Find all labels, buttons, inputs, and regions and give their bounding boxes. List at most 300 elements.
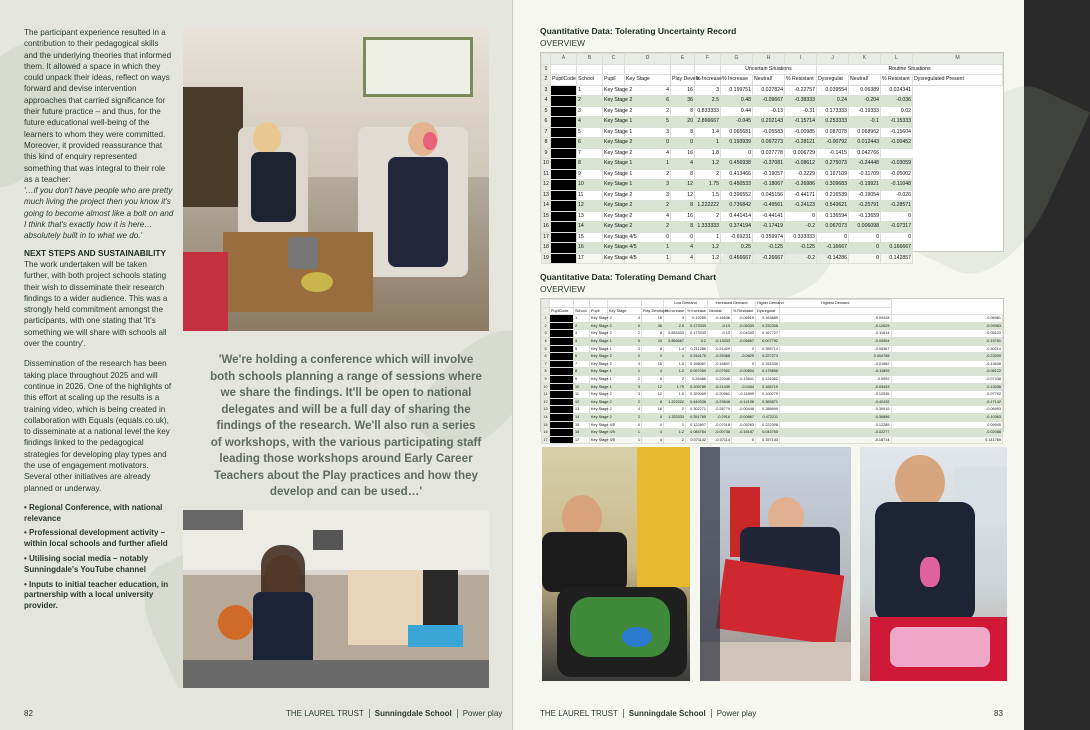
column-letter: D [625, 54, 671, 65]
table-cell: -0.22757 [785, 85, 817, 96]
table-cell: 1.2 [695, 243, 721, 254]
table-cell: -0.2 [785, 222, 817, 233]
table-cell: 0 [625, 138, 671, 149]
table-cell: 0.167727 [756, 330, 780, 338]
table-cell: -0.14286 [817, 253, 849, 264]
next-steps-heading: NEXT STEPS AND SUSTAINABILITY [24, 247, 166, 258]
table-cell: 8 [671, 127, 695, 138]
table-cell: 0.175896 [756, 368, 780, 376]
table-cell: -0.24448 [849, 159, 881, 170]
table-cell: Key Stage 1 [603, 169, 625, 180]
table-cell: 0 [849, 232, 881, 243]
table-cell: 0.472211 [756, 413, 780, 421]
table-cell: -0.00738 [708, 429, 732, 437]
table-cell: Key Stage 4/5 [590, 436, 608, 444]
table-cell: -0.00985 [785, 127, 817, 138]
table-cell: -0.30915 [780, 406, 892, 414]
table-row: 16 14 Key Stage 2 2 8 1.333333 0.374194 -0.17419 -0.2 0.067073 0.006098 -0.07317 [542, 222, 1003, 233]
table-cell: 8 [671, 169, 695, 180]
table-cell: 0.48 [721, 96, 753, 107]
table-cell: Key Stage 4/5 [603, 253, 625, 264]
initiatives-list [24, 503, 174, 612]
table-cell: 4 [642, 368, 664, 376]
table-cell: 1 [608, 368, 642, 376]
table-cell: -0.42432 [780, 398, 892, 406]
table-cell: 0.006098 [849, 222, 881, 233]
table-cell: -0.19921 [849, 180, 881, 191]
header-cell: School [574, 307, 590, 315]
table-cell: 1 [608, 429, 642, 437]
table-cell: -0.19333 [849, 106, 881, 117]
table-cell: 0.19255 [686, 315, 708, 323]
redacted-cell [550, 398, 574, 406]
table-cell: -0.06333 [732, 322, 756, 330]
table-cell: 0 [881, 211, 913, 222]
table-cell: 0.068962 [849, 127, 881, 138]
table-cell: 1.2 [664, 368, 686, 376]
column-letters [542, 54, 1003, 65]
table-cell: 0 [881, 232, 913, 243]
redacted-cell [551, 85, 577, 96]
table-cell: -0.69231 [721, 232, 753, 243]
footer-page-number-right: 83 [994, 709, 1003, 718]
table-cell: 0.302271 [686, 406, 708, 414]
table-cell: -0.1 [849, 117, 881, 128]
table-cell: 3 [574, 330, 590, 338]
table-cell: -0.02277 [780, 429, 892, 437]
table-cell: 14 [574, 413, 590, 421]
table-cell: Key Stage 2 [590, 322, 608, 330]
table-cell: -0.28779 [708, 406, 732, 414]
table-cell: 0.065681 [721, 127, 753, 138]
table-cell: 0 [732, 360, 756, 368]
table-cell: 0.329069 [686, 391, 708, 399]
redacted-cell [551, 96, 577, 107]
table-cell: -0.036 [881, 96, 913, 107]
table-cell: 3 [608, 345, 642, 353]
table-cell: Key Stage 4/5 [590, 421, 608, 429]
header-cell: Pupil [603, 75, 625, 86]
table-cell: 0.173333 [686, 330, 708, 338]
table-cell: Key Stage 2 [590, 406, 608, 414]
redacted-cell [551, 222, 577, 233]
redacted-cell [550, 413, 574, 421]
table-row: 8 8 Key Stage 1 1 4 1.2 0.097059 -0.07902 -0.00804 0.175896 -0.11892 -0.06122 [542, 368, 1003, 376]
redacted-cell [550, 322, 574, 330]
table-cell: 3 [625, 127, 671, 138]
table-cell: 0.004765 [780, 353, 892, 361]
table-cell: 0.232308 [756, 322, 780, 330]
table-cell: 0.168067 [686, 360, 708, 368]
table-cell: 2 [574, 322, 590, 330]
header-cell: Neutral/ [849, 75, 881, 86]
table-row: 4 4 Key Stage 1 5 20 2.866667 0.2 -0.13333 -0.06667 0.007792 -0.00554 -0.19751 [542, 337, 1003, 345]
table-cell: -0.19751 [891, 337, 1003, 345]
table-cell: 3 [608, 383, 642, 391]
table-cell: 2 [608, 375, 642, 383]
table-cell: 0.067273 [753, 138, 785, 149]
table-row: 8 6 Key Stage 2 0 0 1 0.193939 0.067273 -0.28121 -0.00792 0.012443 -0.00452 [542, 138, 1003, 149]
table-cell: 3 [625, 180, 671, 191]
table-cell: 8 [671, 106, 695, 117]
table-cell: -0.19054 [849, 190, 881, 201]
table-cell: 0.365671 [756, 398, 780, 406]
table-cell: 1.222222 [664, 398, 686, 406]
group-header-row: 1 Uncertain Situations Routine Situations [542, 64, 1003, 75]
table-row: 6 6 Key Stage 2 0 0 1 0.316176 -0.25368 -0.0625 0.227273 0.004765 -0.23209 [542, 353, 1003, 361]
table-cell: -0.0625 [732, 353, 756, 361]
header-cell: % Increase [695, 75, 721, 86]
table-cell: 0.543621 [817, 201, 849, 212]
list-item: • Professional development activity – within local schools and further afield [24, 528, 174, 550]
list-item: • Inputs to initial teacher education, in partnership with a local university provider. [24, 580, 174, 612]
table-cell: 6 [608, 322, 642, 330]
table-cell: Key Stage 1 [590, 375, 608, 383]
table-cell: 0.396552 [721, 190, 753, 201]
table-cell: 0.142857 [881, 253, 913, 264]
table-cell: -0.2229 [785, 169, 817, 180]
table-row: 15 13 Key Stage 2 4 16 2 0.441414 -0.44141 0 0.136594 -0.13659 0 [542, 211, 1003, 222]
footer-school: Sunningdale School [628, 708, 706, 718]
table-cell: -0.15604 [881, 127, 913, 138]
table-cell: -0.18714 [780, 436, 892, 444]
table-cell: Key Stage 2 [590, 413, 608, 421]
group-header: Low Demand [664, 300, 708, 308]
table-cell: -0.00554 [780, 337, 892, 345]
table-cell: 12 [671, 180, 695, 191]
table-cell: 0 [671, 138, 695, 149]
table-cell: -0.13 [753, 106, 785, 117]
header-cell: % Resistant [732, 307, 756, 315]
table-cell: 0.24 [817, 96, 849, 107]
table-cell: -0.125 [785, 243, 817, 254]
table-row: 7 5 Key Stage 1 3 8 1.4 0.065681 -0.05583 -0.00985 0.087078 0.068962 -0.15604 [542, 127, 1003, 138]
redacted-cell [551, 159, 577, 170]
table-row: 4 2 Key Stage 2 6 36 2.5 0.48 -0.09667 -0.38333 0.24 -0.204 -0.036 [542, 96, 1003, 107]
redacted-cell [551, 243, 577, 254]
table-cell: 0.26486 [686, 375, 708, 383]
table-cell: -0.01982 [780, 360, 892, 368]
table-cell: 14 [577, 222, 603, 233]
table-cell: -0.12935 [780, 391, 892, 399]
table-cell: 0.199751 [721, 85, 753, 96]
table-row: 13 13 Key Stage 2 4 16 2 0.302271 -0.28779 -0.00448 0.288699 -0.30915 -0.06993 [542, 406, 1003, 414]
table-cell: 0.333333 [785, 232, 817, 243]
right-page [512, 0, 1024, 730]
table-cell: -0.25368 [708, 353, 732, 361]
table-row: 11 9 Key Stage 1 2 8 2 0.413466 -0.19057 -0.2229 0.167109 -0.11709 -0.05002 [542, 169, 1003, 180]
table-cell: -0.29646 [708, 398, 732, 406]
table-cell: 0.043755 [756, 429, 780, 437]
table-cell: 20 [642, 337, 664, 345]
table-cell: 1 [608, 436, 642, 444]
table-row: 3 3 Key Stage 2 2 8 0.833333 0.173333 -0.13 -0.04333 0.167727 -0.11614 -0.05103 [542, 330, 1003, 338]
table-cell: -0.05002 [881, 169, 913, 180]
table-cell: 0.045156 [753, 190, 785, 201]
table-cell: -0.2 [785, 253, 817, 264]
table-row: 1 1 Key Stage 2 4 16 3 0.19255 -0.16636 -0.06619 0.163889 -0.09428 -0.06981 [542, 315, 1003, 323]
redacted-cell [550, 383, 574, 391]
redacted-cell [551, 232, 577, 243]
table-cell: Key Stage 1 [603, 127, 625, 138]
table-cell: -0.07792 [891, 391, 1003, 399]
table-cell: 0.275073 [817, 159, 849, 170]
table-cell: -0.00867 [732, 413, 756, 421]
column-letter: E [671, 54, 695, 65]
table-cell: 1 [625, 159, 671, 170]
table-cell: 1.75 [695, 180, 721, 191]
table-cell: -0.24123 [785, 201, 817, 212]
table-cell: 4 [625, 148, 671, 159]
table-cell: 4 [642, 436, 664, 444]
table-cell: Key Stage 2 [603, 201, 625, 212]
table-cell: 0.449336 [686, 398, 708, 406]
table-cell: 0 [608, 421, 642, 429]
table-cell: 9 [574, 375, 590, 383]
table-cell: 1 [625, 243, 671, 254]
header-cell: Play Devels [671, 75, 695, 86]
table-cell: 2 [625, 222, 671, 233]
table-cell: -0.18187 [732, 429, 756, 437]
table-cell: 8 [642, 345, 664, 353]
table-cell: 13 [574, 406, 590, 414]
table-cell: 0 [785, 211, 817, 222]
header-cell: Dysregulat [756, 307, 780, 315]
table-cell: 8 [671, 201, 695, 212]
dissemination-paragraph: Dissemination of the research has been taking place throughout 2025 and will continue in 2026. One of the highlights of this effort at scaling up the results is a training video, which is being created in collaboration with Equals (equals.co.uk), to disseminate at a national level the key findings linked to the pedagogical strategies for developing play types and the use of engagement motivators. Several other initiatives are already planned or underway. [24, 359, 172, 493]
table-cell: -0.13333 [708, 337, 732, 345]
table-cell: 0.202143 [753, 117, 785, 128]
table-cell: -0.16667 [817, 243, 849, 254]
column-letter: F [695, 54, 721, 65]
table-cell: 0.166667 [881, 243, 913, 254]
table-cell: -0.045 [721, 117, 753, 128]
table-cell: 13 [577, 211, 603, 222]
table-cell: -0.13659 [849, 211, 881, 222]
table-cell: 10 [577, 180, 603, 191]
table-cell: -0.31 [785, 106, 817, 117]
table-cell: 36 [671, 96, 695, 107]
group-header: Increased Demand [708, 300, 756, 308]
column-letter: L [881, 54, 913, 65]
footer-trust: THE LAUREL TRUST [286, 708, 364, 718]
table-cell: Key Stage 2 [590, 330, 608, 338]
table-cell: Key Stage 2 [603, 148, 625, 159]
uncertainty-record-subtitle: OVERVIEW [540, 38, 585, 48]
table-cell: 2 [664, 406, 686, 414]
redacted-cell [550, 337, 574, 345]
redacted-cell [550, 421, 574, 429]
table-cell: 0.466667 [721, 253, 753, 264]
table-cell: -0.44141 [753, 211, 785, 222]
table-row: 3 1 Key Stage 2 4 16 3 0.199751 0.027824 -0.22757 0.039554 0.06389 0.024341 [542, 85, 1003, 96]
uncertainty-record-title: Quantitative Data: Tolerating Uncertainty Record [540, 26, 737, 36]
table-cell: 1.8 [695, 148, 721, 159]
table-cell: 0.027824 [753, 85, 785, 96]
table-cell: 2 [608, 413, 642, 421]
table-cell: 0 [732, 345, 756, 353]
table-cell: 0.087078 [817, 127, 849, 138]
table-cell: 1.2 [664, 429, 686, 437]
table-cell: 0.833333 [664, 330, 686, 338]
table-cell: -0.02088 [891, 429, 1003, 437]
table-cell: 15 [577, 232, 603, 243]
table-cell: Key Stage 4/5 [603, 232, 625, 243]
table-cell: 5 [608, 337, 642, 345]
table-row: 17 17 Key Stage 4/5 1 4 2 0.071142 -0.07114 0 0.157143 -0.18714 0.141769 [542, 436, 1003, 444]
table-cell: -0.15333 [881, 117, 913, 128]
table-cell: Key Stage 1 [603, 117, 625, 128]
table-cell: 0.456938 [721, 159, 753, 170]
redacted-cell [550, 429, 574, 437]
header-cell: % Resistant [785, 75, 817, 86]
uncertainty-rows [542, 85, 1003, 264]
table-cell: 0.441414 [721, 211, 753, 222]
table-row: 5 5 Key Stage 1 3 8 1.4 0.211286 -0.21429 0 0.355714 -0.05367 -0.30214 [542, 345, 1003, 353]
table-cell: 8 [671, 222, 695, 233]
table-cell: 15 [574, 421, 590, 429]
table-cell: -0.19057 [753, 169, 785, 180]
table-row: 19 17 Key Stage 4/5 1 4 1.2 0.466667 -0.26667 -0.2 -0.14286 0 0.142857 [542, 253, 1003, 264]
footer-trust: THE LAUREL TRUST [540, 708, 618, 718]
table-cell: 1.2 [695, 253, 721, 264]
table-cell: 1.8 [664, 360, 686, 368]
header-cell: Neutral/ [708, 307, 732, 315]
table-cell: 0.413466 [721, 169, 753, 180]
table-cell: 0.097059 [686, 368, 708, 376]
table-cell: 3 [695, 85, 721, 96]
table-row: 9 7 Key Stage 2 4 16 1.8 0 0.027778 0.006729 -0.1415 0.042766 [542, 148, 1003, 159]
table-cell: 12 [574, 398, 590, 406]
footer-school: Sunningdale School [374, 708, 452, 718]
table-cell: -0.10363 [891, 413, 1003, 421]
table-row: 12 10 Key Stage 1 3 12 1.75 0.450533 -0.18067 -0.26986 0.309683 -0.19921 -0.11048 [542, 180, 1003, 191]
table-row: 17 15 Key Stage 4/5 0 0 1 -0.69231 0.359974 0.333333 0 0 0 [542, 232, 1003, 243]
table-cell: -0.07018 [708, 421, 732, 429]
table-cell: 0.736842 [721, 201, 753, 212]
table-cell: 8 [574, 368, 590, 376]
header-cell: % Increase [664, 307, 686, 315]
table-cell: 10 [574, 383, 590, 391]
group-header: Routine Situations [817, 64, 1003, 75]
table-cell: -0.06981 [891, 315, 1003, 323]
header-cell: School [577, 75, 603, 86]
table-cell: 1.222222 [695, 201, 721, 212]
table-cell: -0.04333 [732, 330, 756, 338]
table-cell: Key Stage 2 [590, 391, 608, 399]
table-cell: 0 [642, 421, 664, 429]
table-cell: 0.071142 [686, 436, 708, 444]
table-cell: Key Stage 1 [603, 180, 625, 191]
table-cell: 5 [625, 117, 671, 128]
table-cell: -0.13541 [732, 375, 756, 383]
table-cell: 0.006729 [785, 148, 817, 159]
table-cell: -0.16807 [708, 360, 732, 368]
table-cell: 0.084784 [686, 429, 708, 437]
table-cell: Key Stage 2 [603, 190, 625, 201]
table-cell: 2 [625, 106, 671, 117]
table-cell: 3 [608, 391, 642, 399]
redacted-cell [550, 345, 574, 353]
photo-boy-sensory-tray [542, 447, 690, 681]
table-cell: Key Stage 2 [590, 398, 608, 406]
table-cell: 8 [577, 159, 603, 170]
table-cell: 0 [817, 232, 849, 243]
table-cell: 16 [642, 406, 664, 414]
table-cell: Key Stage 1 [603, 159, 625, 170]
table-cell: -0.17142 [891, 398, 1003, 406]
table-cell: 9 [577, 169, 603, 180]
table-cell: 2.866667 [695, 117, 721, 128]
table-cell: -0.14196 [732, 398, 756, 406]
column-letter: B [577, 54, 603, 65]
table-cell: -0.09428 [780, 315, 892, 323]
header-cell: PupilCode [550, 307, 574, 315]
table-cell: 0.359974 [753, 232, 785, 243]
header-cell: Play Developm [642, 307, 664, 315]
next-steps-paragraph: The work undertaken will be taken further, with both project schools stating their wish to disseminate their research findings to a wider audience. This was a strongly held commitment amongst the participants, with one stating that 'It's something we will share with schools all over the country'. [24, 259, 168, 349]
redacted-cell [550, 406, 574, 414]
table-cell: 4 [625, 85, 671, 96]
redacted-cell [550, 368, 574, 376]
redacted-cell [551, 180, 577, 191]
table-cell: -0.12629 [780, 322, 892, 330]
column-letter: A [551, 54, 577, 65]
table-cell: -0.204 [849, 96, 881, 107]
intro-quote: '…if you don't have people who are pretty much living the project then you know it's going to become almost like a bolt on and I think that's exactly how it is here… absolutely built in to what we do.' [24, 186, 174, 241]
table-cell: -0.0992 [780, 375, 892, 383]
table-cell: 2 [577, 96, 603, 107]
table-cell: 4 [577, 117, 603, 128]
table-cell: -0.06993 [891, 406, 1003, 414]
table-cell: -0.00792 [817, 138, 849, 149]
table-cell: 16 [671, 211, 695, 222]
column-letter: I [785, 54, 817, 65]
header-cell: Key Stage [608, 307, 642, 315]
table-row: 10 10 Key Stage 1 3 12 1.75 0.209789 -0.21439 -0.0454 0.165719 -0.03443 -0.13036 [542, 383, 1003, 391]
redacted-cell [550, 360, 574, 368]
header-row [542, 307, 1003, 315]
table-cell: -0.00448 [732, 406, 756, 414]
redacted-cell [550, 353, 574, 361]
table-cell: 0.122807 [686, 421, 708, 429]
column-letter: H [753, 54, 785, 65]
redacted-cell [551, 148, 577, 159]
table-row: 7 7 Key Stage 2 4 16 1.8 0.168067 -0.16807 0 0.154336 -0.01982 -0.13638 [542, 360, 1003, 368]
group-header: Uncertain Situations [721, 64, 817, 75]
header-cell: Key Stage [625, 75, 671, 86]
demand-chart-spreadsheet [540, 298, 1004, 442]
table-cell: 16 [577, 243, 603, 254]
table-cell: 1 [625, 253, 671, 264]
footer-section: Power play [716, 708, 757, 718]
table-cell: -0.1415 [817, 148, 849, 159]
table-cell: 0.222306 [756, 421, 780, 429]
table-cell: 1 [664, 353, 686, 361]
table-cell: -0.28571 [881, 201, 913, 212]
table-cell: Key Stage 1 [590, 345, 608, 353]
redacted-cell [551, 138, 577, 149]
table-cell: -0.21439 [708, 383, 732, 391]
table-cell: 0.227273 [756, 353, 780, 361]
table-cell: 12 [671, 190, 695, 201]
demand-chart-subtitle: OVERVIEW [540, 284, 585, 294]
table-cell: -0.17419 [753, 222, 785, 233]
table-cell: 1.4 [695, 127, 721, 138]
table-cell: -0.21429 [708, 345, 732, 353]
header-cell: Dysregulated Present [913, 75, 1003, 86]
footer-left [286, 709, 502, 718]
